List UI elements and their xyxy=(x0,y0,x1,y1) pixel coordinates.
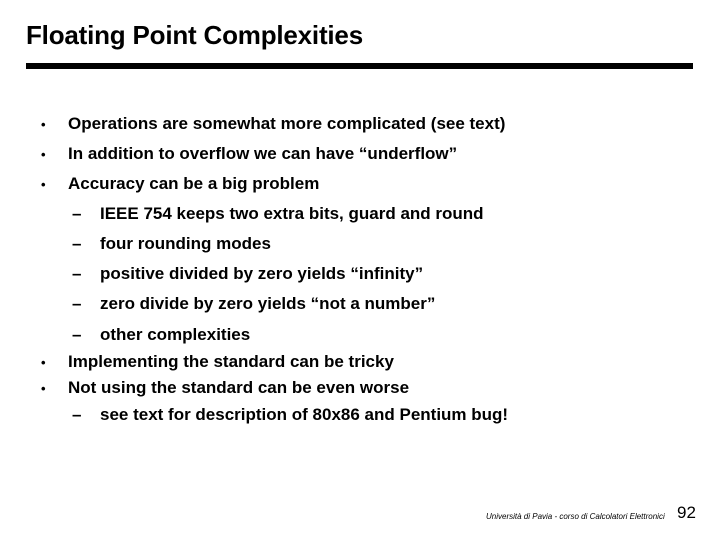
bullet-accuracy: Accuracy can be a big problem xyxy=(68,174,320,193)
title-underline xyxy=(26,63,693,69)
dash-marker: – xyxy=(72,294,82,313)
page-number: 92 xyxy=(677,503,696,522)
dash-marker: – xyxy=(72,325,82,344)
footer-institution: Università di Pavia - corso di Calcolatori Elettronici xyxy=(486,512,665,521)
bullet-marker: • xyxy=(41,147,46,162)
subitem-infinity: positive divided by zero yields “infinity” xyxy=(100,264,424,283)
bullet-marker: • xyxy=(41,117,46,132)
subitem-ieee754: IEEE 754 keeps two extra bits, guard and round xyxy=(100,204,484,223)
dash-marker: – xyxy=(72,405,82,424)
bullet-marker: • xyxy=(41,355,46,370)
subitem-pentium-bug: see text for description of 80x86 and Pentium bug! xyxy=(100,405,509,424)
subitem-rounding-modes: four rounding modes xyxy=(100,234,271,253)
bullet-marker: • xyxy=(41,177,46,192)
bullet-operations: Operations are somewhat more complicated (see text) xyxy=(68,114,506,133)
bullet-marker: • xyxy=(41,381,46,396)
bullet-implementing: Implementing the standard can be tricky xyxy=(68,352,394,371)
bullet-underflow: In addition to overflow we can have “underflow” xyxy=(68,144,458,163)
slide-title: Floating Point Complexities xyxy=(26,20,363,50)
dash-marker: – xyxy=(72,204,82,223)
bullet-not-using: Not using the standard can be even worse xyxy=(68,378,410,397)
subitem-nan: zero divide by zero yields “not a number” xyxy=(100,294,436,313)
dash-marker: – xyxy=(72,264,82,283)
dash-marker: – xyxy=(72,234,82,253)
subitem-other: other complexities xyxy=(100,325,251,344)
